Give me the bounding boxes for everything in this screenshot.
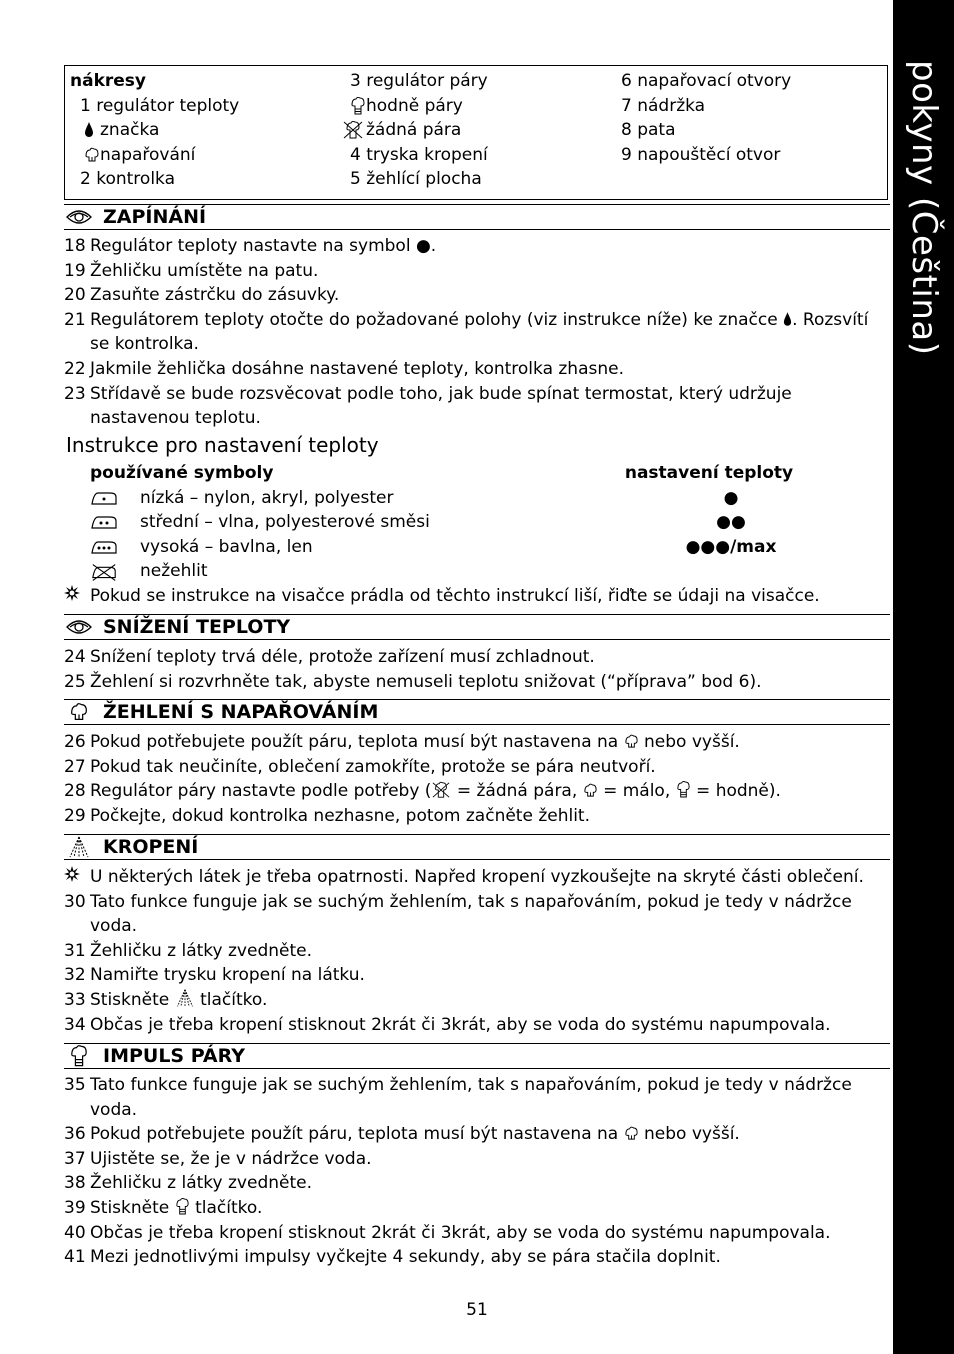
table-row: vysoká – bavlna, len ●●●/max <box>64 535 890 560</box>
list-item: 36 Pokud potřebujete použít páru, teplota musí být nastavena na nebo vyšší. <box>64 1124 740 1145</box>
steam-icon <box>84 146 100 164</box>
drop-icon <box>783 311 792 328</box>
legend-item: značka <box>70 118 239 143</box>
legend-item: 6 napařovací otvory <box>621 71 792 91</box>
sidebar-title: pokyny (Čeština) <box>903 60 944 356</box>
legend-item: 3 regulátor páry <box>350 71 488 91</box>
drop-icon <box>84 121 94 139</box>
list-item: 34 Občas je třeba kropení stisknout 2krát či 3krát, aby se voda do systému napumpovala. <box>64 1014 831 1035</box>
legend-title: nákresy <box>70 71 146 91</box>
no-steam-icon <box>342 120 364 140</box>
table-row: střední – vlna, polyesterové směsi ●● <box>64 510 890 535</box>
legend-item: hodně páry <box>350 94 488 119</box>
legend-item: 5 žehlící plocha <box>350 169 482 190</box>
no-iron-icon <box>90 562 118 582</box>
list-item: 27 Pokud tak neučiníte, oblečení zamokříte, protože se pára neutvoří. <box>64 756 656 777</box>
legend-item: 2 kontrolka <box>80 169 176 190</box>
list-item: U některých látek je třeba opatrnosti. Napřed kropení vyzkoušejte na skryté části oblečení. <box>64 865 890 890</box>
eye-icon <box>64 616 94 638</box>
spray-icon <box>64 836 94 858</box>
eye-icon <box>64 206 94 228</box>
section-heading-zapinani: ZAPÍNÁNÍ <box>64 204 890 230</box>
section-heading-kropeni: KROPENÍ <box>64 834 890 860</box>
steam-icon <box>624 1125 639 1142</box>
legend-item: napařování <box>70 143 239 168</box>
list-item: 38 Žehličku z látky zvedněte. <box>64 1173 313 1194</box>
list-item: 32 Namiřte trysku kropení na látku. <box>64 965 365 986</box>
list-item: 21 Regulátorem teploty otočte do požadované polohy (viz instrukce níže) ke značce . Rozsvítí se kontrolka. <box>64 309 869 355</box>
legend-col-2 <box>350 69 488 192</box>
iron-two-dots-icon <box>90 514 118 530</box>
snizeni-list <box>64 645 890 694</box>
legend-item: 9 napouštěcí otvor <box>621 144 781 165</box>
legend-col-3 <box>621 69 791 167</box>
instructions-note: Pokud se instrukce na visačce prádla od těchto instrukcí liší, řiďte se údaji na visačce. <box>64 584 890 609</box>
spray-icon <box>175 988 195 1008</box>
steam-icon <box>624 733 639 750</box>
table-row: nízká – nylon, akryl, polyester ● <box>64 486 890 511</box>
list-item: 20 Zasuňte zástrčku do zásuvky. <box>64 285 340 306</box>
legend-item: žádná pára <box>342 118 488 143</box>
list-item: 26 Pokud potřebujete použít páru, teplota musí být nastavena na nebo vyšší. <box>64 732 740 752</box>
list-item: 30 Tato funkce funguje jak se suchým žehlením, tak s napařováním, pokud je tedy v nádržce voda. <box>64 891 852 937</box>
warning-star-icon <box>64 866 80 882</box>
legend-box <box>64 65 888 200</box>
list-item: 41 Mezi jednotlivými impulsy vyčkejte 4 sekundy, aby se pára stačila doplnit. <box>64 1247 721 1268</box>
warning-star-icon <box>64 585 80 601</box>
steam-icon <box>583 782 598 799</box>
list-item: 33 Stiskněte tlačítko. <box>64 989 268 1010</box>
list-item: 37 Ujistěte se, že je v nádržce voda. <box>64 1148 372 1169</box>
napar-list <box>64 730 890 828</box>
list-item: 28 Regulátor páry nastavte podle potřeby ( = žádná pára, = málo, = hodně). <box>64 781 781 802</box>
iron-one-dot-icon <box>90 490 118 506</box>
list-item: 18 Regulátor teploty nastavte na symbol ●. <box>64 236 437 256</box>
no-steam-icon <box>431 781 451 799</box>
list-item: 39 Stiskněte tlačítko. <box>64 1197 263 1218</box>
legend-item: 7 nádržka <box>621 95 706 116</box>
section-heading-impuls: IMPULS PÁRY <box>64 1043 890 1069</box>
steam-high-icon <box>175 1197 190 1216</box>
list-item: 35 Tato funkce funguje jak se suchým žehlením, tak s napařováním, pokud je tedy v nádržce voda. <box>64 1075 852 1120</box>
kropeni-list <box>64 865 890 1037</box>
list-item: 31 Žehličku z látky zvedněte. <box>64 940 313 961</box>
list-item: 25 Žehlení si rozvrhněte tak, abyste nemuseli teplotu snižovat (“příprava” bod 6). <box>64 671 762 692</box>
list-item: 22 Jakmile žehlička dosáhne nastavené teploty, kontrolka zhasne. <box>64 358 624 379</box>
list-item: 23 Střídavě se bude rozsvěcovat podle toho, jak bude spínat termostat, který udržuje nastavenou teplotu. <box>64 383 792 429</box>
steam-high-icon <box>64 1045 94 1067</box>
table-row: nežehlit <box>64 559 890 584</box>
steam-high-icon <box>350 96 366 116</box>
steam-icon <box>64 701 94 723</box>
language-sidebar <box>893 0 954 1354</box>
list-item: 40 Občas je třeba kropení stisknout 2krát či 3krát, aby se voda do systému napumpovala. <box>64 1222 831 1243</box>
instructions-title: Instrukce pro nastavení teploty <box>66 433 379 457</box>
page-number: 51 <box>466 1300 488 1320</box>
iron-three-dots-icon <box>90 539 118 555</box>
section-heading-napar: ŽEHLENÍ S NAPAŘOVÁNÍM <box>64 699 890 725</box>
temperature-table <box>64 461 890 584</box>
list-item: 24 Snížení teploty trvá déle, protože zařízení musí zchladnout. <box>64 647 595 667</box>
zapinani-list <box>64 234 890 431</box>
list-item: 19 Žehličku umístěte na patu. <box>64 260 319 281</box>
table-header: používané symboly nastavení teploty <box>90 463 794 483</box>
legend-item: 4 tryska kropení <box>350 144 488 165</box>
section-heading-snizeni: SNÍŽENÍ TEPLOTY <box>64 614 890 640</box>
impuls-list <box>64 1073 890 1270</box>
list-item: 29 Počkejte, dokud kontrolka nezhasne, potom začněte žehlit. <box>64 805 591 826</box>
steam-high-icon <box>676 780 691 799</box>
legend-item: 8 pata <box>621 120 676 141</box>
legend-item: 1 regulátor teploty <box>80 95 240 116</box>
legend-col-1 <box>70 69 239 192</box>
